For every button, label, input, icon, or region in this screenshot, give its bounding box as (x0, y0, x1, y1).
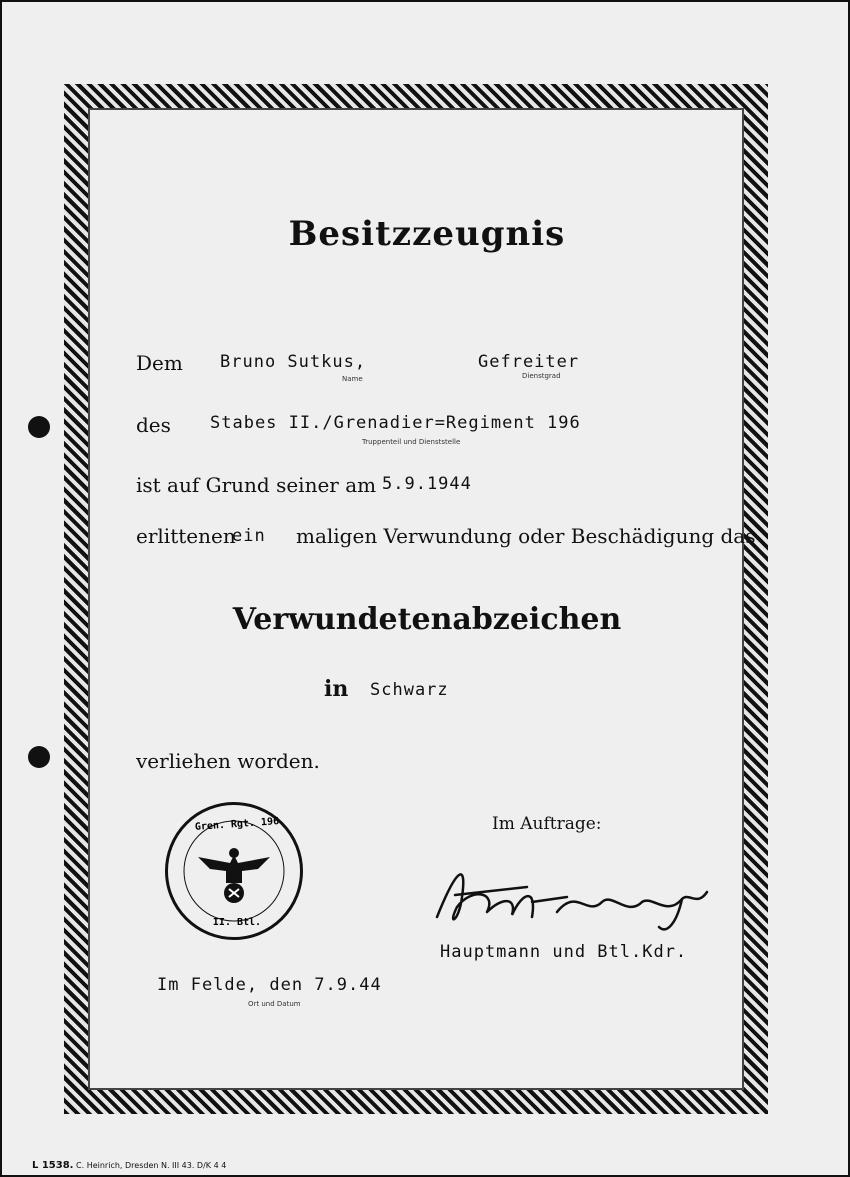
punch-hole (28, 416, 50, 438)
printer-footer (32, 1160, 226, 1171)
authority-text: Im Auftrage: (492, 814, 602, 834)
caption-place-date: Ort und Datum (248, 1000, 301, 1008)
caption-unit: Truppenteil und Dienststelle (362, 438, 461, 446)
printer-info: C. Heinrich, Dresden N. III 43. D/K 4 4 (76, 1161, 227, 1170)
recipient-rank: Gefreiter (478, 352, 580, 372)
punch-hole (28, 746, 50, 768)
recipient-unit: Stabes II./Grenadier=Regiment 196 (210, 413, 581, 433)
form-number: L 1538. (32, 1160, 74, 1171)
wound-date: 5.9.1944 (382, 474, 472, 494)
certificate-title: Besitzzeugnis (288, 214, 566, 254)
grade-value: Schwarz (370, 680, 449, 700)
recipient-name: Bruno Sutkus, (220, 352, 367, 372)
award-name: Verwundetenabzeichen (232, 602, 622, 637)
stamp-top-text: Gren. Rgt. 196 (194, 816, 280, 833)
official-stamp (165, 802, 303, 940)
grade-prefix: in (324, 676, 349, 702)
line3-text: ist auf Grund seiner am (136, 473, 377, 497)
wound-count: ein (232, 526, 266, 546)
stamp-bottom-text: II. Btl. (212, 917, 262, 928)
line2-prefix: des (136, 413, 171, 437)
place-date: Im Felde, den 7.9.44 (157, 975, 382, 995)
line4-start: erlittenen (136, 524, 236, 548)
line1-prefix: Dem (136, 351, 183, 375)
closing-text: verliehen worden. (136, 749, 320, 773)
caption-rank: Dienstgrad (522, 372, 561, 380)
caption-name: Name (342, 375, 363, 383)
signature (427, 857, 717, 937)
signer-title: Hauptmann und Btl.Kdr. (440, 942, 688, 962)
line4-end: maligen Verwundung oder Beschädigung das (296, 524, 756, 548)
